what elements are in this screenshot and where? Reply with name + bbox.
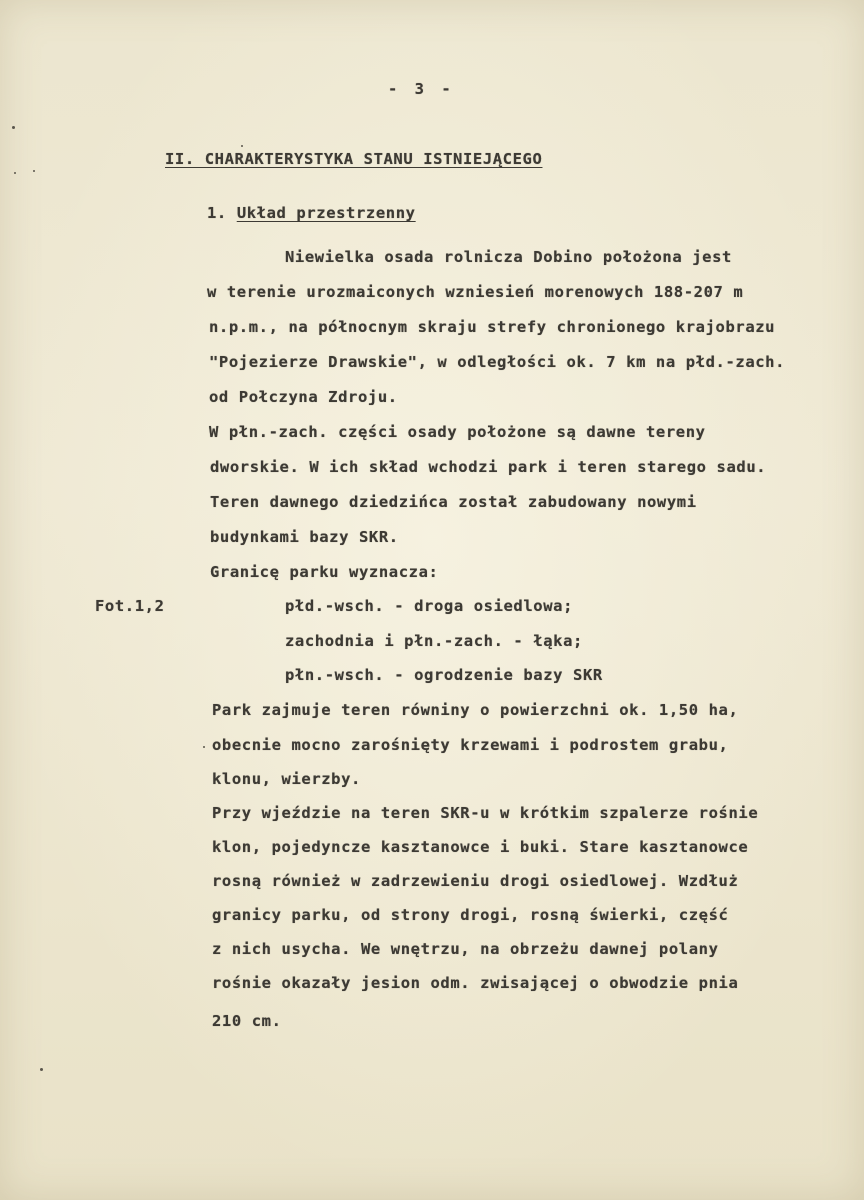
paragraph-line: Park zajmuje teren równiny o powierzchni ok. 1,50 ha, [212, 701, 739, 719]
paragraph-line: Teren dawnego dziedzińca został zabudowany nowymi [210, 493, 697, 511]
paragraph-line: z nich usycha. We wnętrzu, na obrzeżu dawnej polany [212, 940, 719, 958]
paragraph-line: rośnie okazały jesion odm. zwisającej o obwodzie pnia [212, 974, 739, 992]
paragraph-line: klonu, wierzby. [212, 770, 361, 788]
paragraph-line: Granicę parku wyznacza: [210, 563, 439, 581]
section-title [165, 150, 542, 168]
paper-speck [12, 126, 15, 129]
paragraph-line: n.p.m., na północnym skraju strefy chronionego krajobrazu [209, 318, 776, 336]
paragraph-line: dworskie. W ich skład wchodzi park i teren starego sadu. [210, 458, 767, 476]
paragraph-line: od Połczyna Zdroju. [209, 388, 398, 406]
boundary-item: płd.-wsch. - droga osiedlowa; [285, 597, 574, 615]
paragraph-line: Niewielka osada rolnicza Dobino położona jest [285, 248, 732, 266]
paragraph-line: Przy wjeździe na teren SKR-u w krótkim szpalerze rośnie [212, 804, 759, 822]
paragraph-line: obecnie mocno zarośnięty krzewami i podrostem grabu, [212, 736, 729, 754]
boundary-item: płn.-wsch. - ogrodzenie bazy SKR [285, 666, 603, 684]
subsection-number: 1. [207, 204, 227, 222]
paragraph-line: rosną również w zadrzewieniu drogi osiedlowej. Wzdłuż [212, 872, 739, 890]
paragraph-line: W płn.-zach. części osady położone są dawne tereny [209, 423, 706, 441]
subsection-heading [207, 204, 416, 222]
paragraph-line: "Pojezierze Drawskie", w odległości ok. 7 km na płd.-zach. [209, 353, 786, 371]
paragraph-line: budynkami bazy SKR. [210, 528, 399, 546]
boundary-item: zachodnia i płn.-zach. - łąka; [285, 632, 583, 650]
subsection-title: Układ przestrzenny [236, 204, 416, 222]
paragraph-line: klon, pojedyncze kasztanowce i buki. Stare kasztanowce [212, 838, 749, 856]
paper-speck [203, 746, 205, 748]
paper-speck [40, 1068, 43, 1071]
paragraph-line: w terenie urozmaiconych wzniesień morenowych 188-207 m [207, 283, 744, 301]
paragraph-line: granicy parku, od strony drogi, rosną świerki, część [212, 906, 729, 924]
paper-speck [14, 172, 16, 174]
paragraph-line: 210 cm. [212, 1012, 282, 1030]
paper-speck [33, 170, 35, 172]
page-number: - 3 - [388, 80, 455, 98]
margin-note: Fot.1,2 [95, 597, 165, 615]
section-title-text: II. CHARAKTERYSTYKA STANU ISTNIEJĄCEGO [165, 150, 543, 168]
paper-speck [241, 145, 243, 147]
